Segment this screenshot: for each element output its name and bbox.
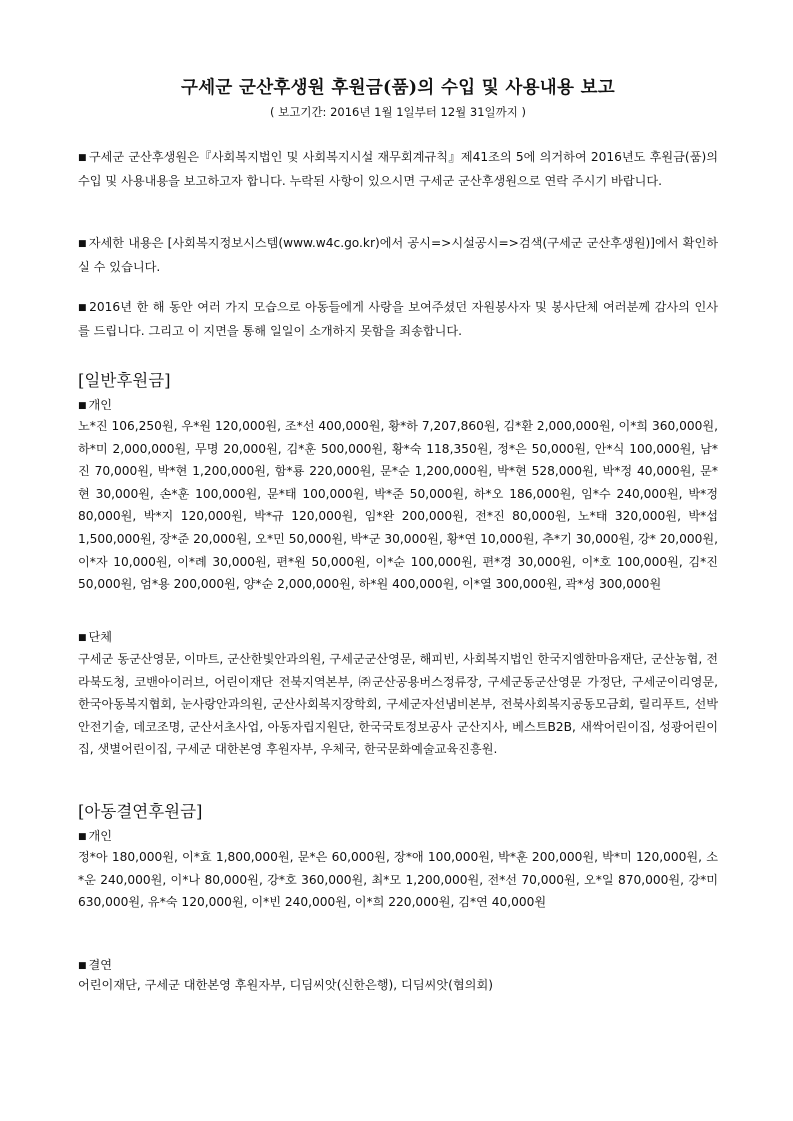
- sponsorship-individual-list: 정*아 180,000원, 이*효 1,800,000원, 문*은 60,000원, 장*애 100,000원, 박*훈 200,000원, 박*미 120,000원, 소*운 240,000원, 이*나 80,000원, 강*호 360,000원, 최*모 1,200,000원, 전*선 70,000원, 오*일 870,000원, 강*미 630,000원, 유*숙 120,000원, 이*빈 240,000원, 이*희 220,000원, 김*연 40,000원: [78, 850, 718, 910]
- general-group-label: ■ 단체: [78, 630, 113, 644]
- general-individual-label: ■ 개인: [78, 398, 113, 412]
- bullet-icon: ■: [78, 153, 87, 163]
- bullet-icon: ■: [78, 239, 87, 249]
- bullet-icon: ■: [78, 401, 87, 411]
- bullet-icon: ■: [78, 832, 87, 842]
- general-individual-list: 노*진 106,250원, 우*원 120,000원, 조*선 400,000원, 황*하 7,207,860원, 김*환 2,000,000원, 이*희 360,000원, 하*미 2,000,000원, 무명 20,000원, 김*훈 500,000원, 황*숙 118,350원, 정*은 50,000원, 안*식 100,000원, 남*진 70,000원, 박*현 1,200,000원, 함*룡 220,000원, 문*순 1,200,000원, 박*현 528,000원, 박*정 40,000원, 문*현 30,000원, 손*훈 100,000원, 문*태 100,000원, 박*준 50,000원, 하*오 186,000원, 임*수 240,000원, 박*정 80,000원, 박*지 120,000원, 박*규 120,000원, 임*완 200,000원, 전*진 80,000원, 노*태 320,000원, 박*섭 1,500,000원, 장*준 20,000원, 오*민 50,000원, 박*군 30,000원, 황*연 10,000원, 추*기 30,000원, 강* 20,000원, 이*자 10,000원, 이*례 30,000원, 편*원 50,000원, 이*순 100,000원, 편*경 30,000원, 이*호 100,000원, 김*진 50,000원, 엄*용 200,000원, 양*순 2,000,000원, 하*원 400,000원, 이*열 300,000원, 곽*성 300,000원: [78, 419, 718, 592]
- bullet-icon: ■: [78, 633, 87, 643]
- sponsorship-heading: [아동결연후원금]: [78, 802, 203, 821]
- report-title: 구세군 군산후생원 후원금(품)의 수입 및 사용내용 보고: [180, 78, 616, 98]
- intro-paragraph-1: ■ 구세군 군산후생원은『사회복지법인 및 사회복지시설 재무회계규칙』제41조의 5에 의거하여 2016년도 후원금(품)의 수입 및 사용내용을 보고하고자 합니다. 누락된 사항이 있으시면 구세군 군산후생원으로 연락 주시기 바랍니다.: [78, 150, 718, 188]
- general-group-list: 구세군 동군산영문, 이마트, 군산한빛안과의원, 구세군군산영문, 해피빈, 사회복지법인 한국지엠한마음재단, 군산농협, 전라북도청, 코밴아이러브, 어린이재단 전북지역본부, ㈜군산공용버스정류장, 구세군동군산영문 가정단, 구세군이리영문, 한국아동복지협회, 눈사랑안과의원, 군산사회복지장학회, 구세군자선냄비본부, 전북사회복지공동모금회, 릴리푸트, 선박안전기술, 데코조명, 군산서초사업, 아동자립지원단, 한국국토정보공사 군산지사, 베스트B2B, 새싹어린이집, 성광어린이집, 샛별어린이집, 구세군 대한본영 후원자부, 우체국, 한국문화예술교육진흥원.: [78, 652, 718, 757]
- sponsorship-individual-label: ■ 개인: [78, 829, 113, 843]
- report-period: ( 보고기간: 2016년 1월 1일부터 12월 31일까지 ): [269, 105, 527, 119]
- intro-paragraph-3: ■ 2016년 한 해 동안 여러 가지 모습으로 아동들에게 사랑을 보여주셨던 자원봉사자 및 봉사단체 여러분께 감사의 인사를 드립니다. 그리고 이 지면을 통해 일일이 소개하지 못함을 죄송합니다.: [78, 300, 718, 338]
- bullet-icon: ■: [78, 303, 88, 313]
- bullet-icon: ■: [78, 961, 87, 971]
- sponsorship-link-label: ■ 결연: [78, 958, 113, 972]
- general-donation-heading: [일반후원금]: [78, 371, 171, 390]
- sponsorship-link-list: 어린이재단, 구세군 대한본영 후원자부, 디딤씨앗(신한은행), 디딤씨앗(협의회): [78, 978, 493, 992]
- intro-paragraph-2: ■ 자세한 내용은 [사회복지정보시스템(www.w4c.go.kr)에서 공시=>시설공시=>검색(구세군 군산후생원)]에서 확인하실 수 있습니다.: [78, 236, 719, 274]
